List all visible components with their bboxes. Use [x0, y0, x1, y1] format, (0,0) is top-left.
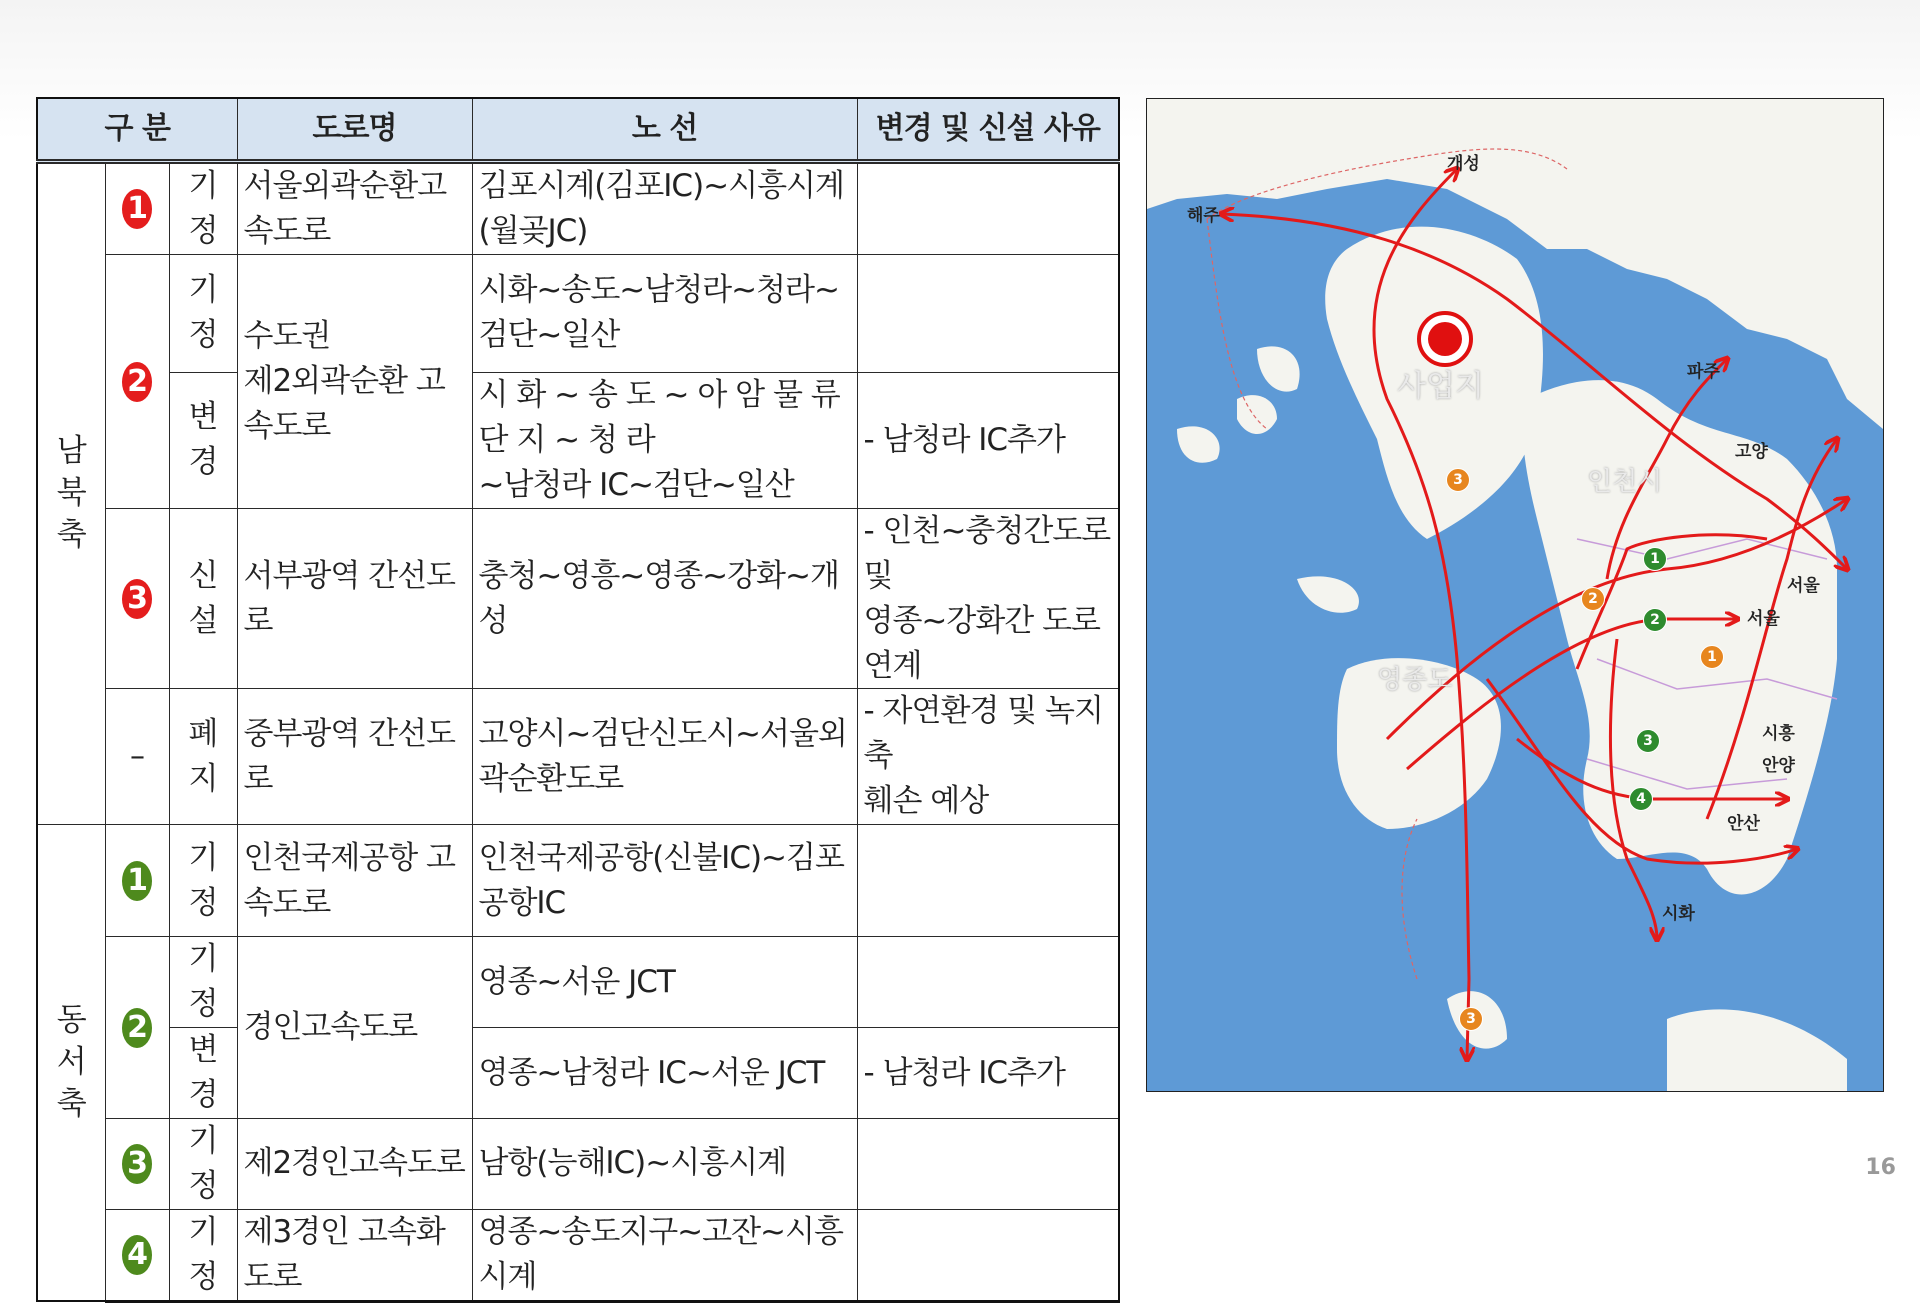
reason-cell: - 자연환경 및 녹지축 훼손 예상 — [857, 689, 1119, 825]
route-cell: 시화~송도~남청라~청라~검단~일산 — [472, 254, 857, 372]
map-marker-ew1: 1 — [1643, 547, 1667, 571]
reason-cell: - 남청라 IC추가 — [857, 372, 1119, 508]
map-marker-ew3: 3 — [1636, 729, 1660, 753]
route-cell: 김포시계(김포IC)~시흥시계(월곶JC) — [472, 162, 857, 255]
type-cell: 기정 — [169, 1209, 237, 1301]
reason-cell: - 남청라 IC추가 — [857, 1028, 1119, 1119]
number-badge: – — [130, 739, 144, 775]
road-cell: 수도권 제2외곽순환 고속도로 — [237, 254, 472, 508]
route-cell: 시 화 ~ 송 도 ~ 아 암 물 류 단 지 ~ 청 라 ~남청라 IC~검단~일산 — [472, 372, 857, 508]
reason-cell — [857, 825, 1119, 937]
number-badge: 1 — [122, 189, 152, 229]
map-label-haeju: 해주 — [1187, 206, 1220, 226]
type-cell: 폐지 — [169, 689, 237, 825]
road-cell: 인천국제공항 고속도로 — [237, 825, 472, 937]
route-cell: 고양시~검단신도시~서울외곽순환도로 — [472, 689, 857, 825]
table-row — [37, 254, 1119, 372]
type-cell: 변경 — [169, 1028, 237, 1119]
reason-cell — [857, 1209, 1119, 1301]
island — [1237, 395, 1277, 434]
route-cell: 인천국제공항(신불IC)~김포공항IC — [472, 825, 857, 937]
table-header-row — [37, 98, 1119, 162]
island — [1667, 1009, 1847, 1091]
number-badge: 3 — [122, 579, 152, 619]
map-label-anyang: 안양 — [1762, 756, 1795, 776]
route-cell: 영종~남청라 IC~서운 JCT — [472, 1028, 857, 1119]
map-label-seoul-1: 서울 — [1787, 576, 1820, 596]
axis-north-south: 남 북 축 — [37, 162, 105, 825]
map-label-paju: 파주 — [1687, 362, 1720, 382]
incheon-label: 인천시 — [1587, 467, 1663, 497]
island — [1177, 426, 1220, 462]
type-cell: 신설 — [169, 508, 237, 689]
road-network-map — [1146, 98, 1884, 1092]
route-cell: 영종~송도지구~고잔~시흥시계 — [472, 1209, 857, 1301]
type-cell: 변경 — [169, 372, 237, 508]
header-category: 구 분 — [37, 98, 237, 162]
reason-cell — [857, 254, 1119, 372]
map-label-siheung: 시흥 — [1762, 724, 1795, 744]
page-number: 16 — [1865, 1155, 1896, 1180]
map-label-gaeseong: 개성 — [1447, 154, 1480, 174]
reason-cell — [857, 162, 1119, 255]
table-row — [37, 1028, 1119, 1119]
road-plan-table — [36, 97, 1120, 1303]
reason-cell — [857, 937, 1119, 1028]
map-label-seoul-2: 서울 — [1747, 609, 1780, 629]
road-cell: 서울외곽순환고속도로 — [237, 162, 472, 255]
map-marker-ew2: 2 — [1643, 608, 1667, 632]
boundary-line — [1402, 819, 1417, 979]
route-cell: 영종~서운 JCT — [472, 937, 857, 1028]
table-row — [37, 1209, 1119, 1301]
mainland — [1523, 380, 1837, 894]
road-cell: 경인고속도로 — [237, 937, 472, 1119]
map-label-sihwa: 시화 — [1662, 904, 1695, 924]
table-row — [37, 162, 1119, 255]
reason-cell — [857, 1119, 1119, 1210]
number-badge: 2 — [122, 362, 152, 402]
map-marker-ns3: 3 — [1446, 468, 1470, 492]
map-label-goyang: 고양 — [1735, 442, 1768, 462]
map-label-ansan: 안산 — [1727, 814, 1760, 834]
project-site-marker — [1417, 311, 1473, 367]
route-cell: 남항(능해IC)~시흥시계 — [472, 1119, 857, 1210]
number-badge: 1 — [122, 861, 152, 901]
reason-cell: - 인천~충청간도로 및 영종~강화간 도로연계 — [857, 508, 1119, 689]
type-cell: 기정 — [169, 937, 237, 1028]
table-row — [37, 825, 1119, 937]
table-row — [37, 372, 1119, 508]
number-badge: 2 — [122, 1008, 152, 1048]
header-road-name: 도로명 — [237, 98, 472, 162]
map-marker-ew4: 4 — [1629, 787, 1653, 811]
road-cell: 중부광역 간선도로 — [237, 689, 472, 825]
type-cell: 기정 — [169, 1119, 237, 1210]
road-cell: 서부광역 간선도로 — [237, 508, 472, 689]
map-marker-ns3: 3 — [1459, 1007, 1483, 1031]
island — [1257, 346, 1300, 391]
type-cell: 기정 — [169, 825, 237, 937]
route-cell: 충청~영흥~영종~강화~개성 — [472, 508, 857, 689]
road-cell: 제3경인 고속화도로 — [237, 1209, 472, 1301]
map-marker-ns2: 2 — [1581, 587, 1605, 611]
island — [1297, 576, 1359, 612]
table-row — [37, 937, 1119, 1028]
site-label: 사업지 — [1397, 369, 1484, 404]
axis-east-west: 동 서 축 — [37, 825, 105, 1302]
header-reason: 변경 및 신설 사유 — [857, 98, 1119, 162]
map-drawing — [1147, 99, 1883, 1091]
number-badge: 3 — [122, 1144, 152, 1184]
table-row — [37, 1119, 1119, 1210]
header-route: 노 선 — [472, 98, 857, 162]
road-cell: 제2경인고속도로 — [237, 1119, 472, 1210]
table-row — [37, 689, 1119, 825]
type-cell: 기정 — [169, 254, 237, 372]
yeongjong-label: 영종도 — [1377, 665, 1453, 695]
number-badge: 4 — [122, 1235, 152, 1275]
type-cell: 기정 — [169, 162, 237, 255]
table-row — [37, 508, 1119, 689]
map-marker-ns1: 1 — [1700, 645, 1724, 669]
